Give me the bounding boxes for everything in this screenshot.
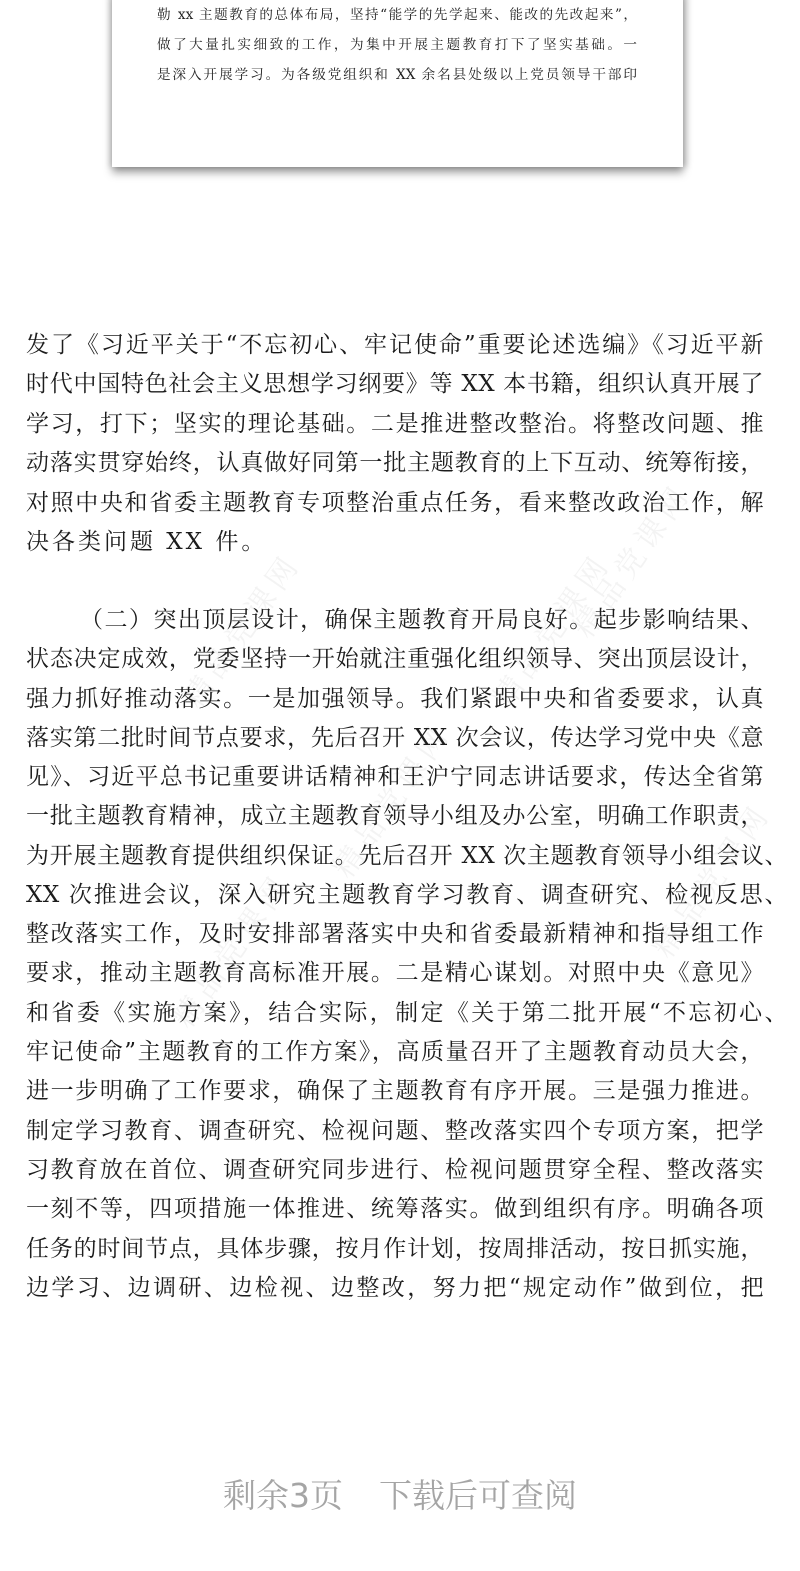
body-line: 一批主题教育精神，成立主题教育领导小组及办公室，明确工作职责，: [26, 803, 764, 829]
body-line: 时代中国特色社会主义思想学习纲要》等 XX 本书籍，组织认真开展了: [26, 371, 764, 397]
download-hint-label: 下载后可查阅: [379, 1476, 577, 1515]
body-line: 和省委《实施方案》，结合实际，制定《关于第二批开展“不忘初心、: [26, 1000, 788, 1026]
body-line: 强力抓好推动落实。一是加强领导。我们紧跟中央和省委要求，认真: [26, 686, 764, 712]
watermark: 精品党课网: [326, 717, 459, 885]
body-line: 落实第二批时间节点要求，先后召开 XX 次会议，传达学习党中央《意: [26, 725, 764, 751]
body-line: 状态决定成效，党委坚持一开始就注重强化组织领导、突出顶层设计，: [26, 646, 764, 672]
body-line: 牢记使命”主题教育的工作方案》，高质量召开了主题教育动员大会，: [26, 1039, 764, 1065]
remaining-pages-label: 剩余3页: [223, 1476, 343, 1515]
body-line: 要求，推动主题教育高标准开展。二是精心谋划。对照中央《意见》: [26, 960, 764, 986]
body-line: 学习，打下；坚实的理论基础。二是推进整改整治。将整改问题、推: [26, 411, 764, 437]
body-line: 整改落实工作，及时安排部署落实中央和省委最新精神和指导组工作: [26, 921, 764, 947]
body-line: 为开展主题教育提供组织保证。先后召开 XX 次主题教育领导小组会议、: [26, 843, 788, 869]
body-line: 见》、习近平总书记重要讲话精神和王沪宁同志讲话要求，传达全省第: [26, 764, 764, 790]
watermark: 精品党课网: [486, 547, 619, 715]
download-to-read-more-button[interactable]: [0, 1470, 800, 1517]
body-line: 边学习、边调研、边检视、边整改，努力把“规定动作”做到位，把: [26, 1275, 764, 1301]
preview-line: 是深入开展学习。为各级党组织和 XX 余名县处级以上党员领导干部印: [157, 67, 637, 83]
preview-line: 勒 xx 主题教育的总体布局，坚持“能学的先学起来、能改的先改起来”，: [157, 7, 637, 23]
watermark: 精品党课网: [646, 797, 779, 965]
body-line: XX 次推进会议，深入研究主题教育学习教育、调查研究、检视反思、: [26, 882, 788, 908]
watermark: 精品党课网: [176, 547, 309, 715]
body-line: 一刻不等，四项措施一体推进、统筹落实。做到组织有序。明确各项: [26, 1196, 764, 1222]
body-line: 制定学习教育、调查研究、检视问题、整改落实四个专项方案，把学: [26, 1118, 764, 1144]
body-line: 任务的时间节点，具体步骤，按月作计划，按周排活动，按日抓实施，: [26, 1236, 764, 1262]
body-line: 习教育放在首位、调查研究同步进行、检视问题贯穿全程、整改落实: [26, 1157, 764, 1183]
body-line: 对照中央和省委主题教育专项整治重点任务，看来整改政治工作，解: [26, 490, 764, 516]
previous-page-preview: [112, 0, 683, 167]
body-line: 动落实贯穿始终，认真做好同第一批主题教育的上下互动、统筹衔接，: [26, 450, 764, 476]
watermark: 精品党课网: [166, 867, 299, 1035]
body-line: 决各类问题 XX 件。: [26, 529, 268, 555]
body-line: 进一步明确了工作要求，确保了主题教育有序开展。三是强力推进。: [26, 1078, 764, 1104]
section-heading-line: （二）突出顶层设计，确保主题教育开局良好。起步影响结果、: [80, 607, 764, 633]
body-line: 发了《习近平关于“不忘初心、牢记使命”重要论述选编》《习近平新: [26, 332, 764, 358]
preview-line: 做了大量扎实细致的工作，为集中开展主题教育打下了坚实基础。一: [157, 37, 637, 53]
watermark: 精品党课网: [566, 477, 699, 645]
